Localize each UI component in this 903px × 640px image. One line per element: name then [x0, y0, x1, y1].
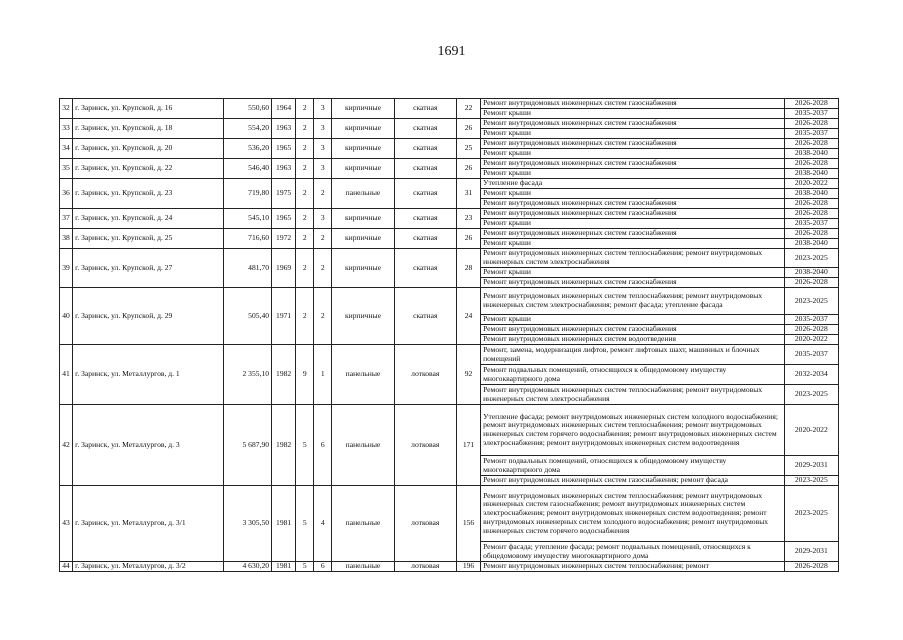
roof-type-cell: скатная: [394, 119, 456, 139]
entrances-cell: 6: [314, 405, 332, 486]
period-cell: 2026-2028: [784, 199, 838, 209]
row-number: 42: [60, 405, 73, 486]
period-cell: 2023-2025: [784, 288, 838, 315]
period-cell: 2029-2031: [784, 456, 838, 476]
wall-material-cell: кирпичные: [332, 139, 394, 159]
wall-material-cell: кирпичные: [332, 209, 394, 229]
apartments-cell: 92: [456, 345, 480, 405]
entrances-cell: 3: [314, 139, 332, 159]
work-type-cell: Ремонт внутридомовых инженерных систем газоснабжения: [481, 325, 785, 335]
work-type-cell: Ремонт крыши: [481, 219, 785, 229]
roof-type-cell: лотковая: [394, 405, 456, 486]
period-cell: 2029-2031: [784, 542, 838, 562]
period-cell: 2038-2040: [784, 268, 838, 278]
address-cell: г. Заринск, ул. Крупской, д. 20: [73, 139, 224, 159]
row-number: 43: [60, 486, 73, 562]
table-row: [60, 288, 839, 315]
floors-cell: 2: [296, 288, 314, 345]
work-type-cell: Ремонт внутридомовых инженерных систем теплоснабжения; ремонт: [481, 562, 785, 572]
area-cell: 2 355,10: [223, 345, 271, 405]
work-type-cell: Ремонт крыши: [481, 239, 785, 249]
roof-type-cell: скатная: [394, 249, 456, 288]
period-cell: 2023-2025: [784, 486, 838, 542]
work-type-cell: Ремонт внутридомовых инженерных систем газоснабжения: [481, 119, 785, 129]
period-cell: 2023-2025: [784, 249, 838, 268]
period-cell: 2023-2025: [784, 476, 838, 486]
row-number: 35: [60, 159, 73, 179]
apartments-cell: 24: [456, 288, 480, 345]
period-cell: 2020-2022: [784, 335, 838, 345]
apartments-cell: 171: [456, 405, 480, 486]
year-built-cell: 1965: [272, 139, 296, 159]
work-type-cell: Ремонт внутридомовых инженерных систем теплоснабжения; ремонт внутридомовых инженерных систем электроснабжения; ремонт фасада; утепление фасада: [481, 288, 785, 315]
work-type-cell: Ремонт крыши: [481, 189, 785, 199]
table-row: [60, 345, 839, 365]
floors-cell: 2: [296, 139, 314, 159]
year-built-cell: 1981: [272, 486, 296, 562]
roof-type-cell: скатная: [394, 229, 456, 249]
table-row: [60, 405, 839, 456]
wall-material-cell: кирпичные: [332, 119, 394, 139]
period-cell: 2035-2037: [784, 345, 838, 365]
area-cell: 554,20: [223, 119, 271, 139]
table-row: [60, 179, 839, 189]
year-built-cell: 1964: [272, 99, 296, 119]
area-cell: 550,60: [223, 99, 271, 119]
address-cell: г. Заринск, ул. Крупской, д. 22: [73, 159, 224, 179]
work-type-cell: Ремонт крыши: [481, 129, 785, 139]
floors-cell: 2: [296, 249, 314, 288]
work-type-cell: Ремонт внутридомовых инженерных систем газоснабжения: [481, 229, 785, 239]
work-type-cell: Ремонт внутридомовых инженерных систем газоснабжения: [481, 199, 785, 209]
work-type-cell: Ремонт внутридомовых инженерных систем теплоснабжения; ремонт внутридомовых инженерных систем электроснабжения: [481, 385, 785, 405]
entrances-cell: 1: [314, 345, 332, 405]
table-row: [60, 139, 839, 149]
wall-material-cell: панельные: [332, 179, 394, 209]
area-cell: 536,20: [223, 139, 271, 159]
area-cell: 716,60: [223, 229, 271, 249]
work-type-cell: Ремонт внутридомовых инженерных систем газоснабжения: [481, 278, 785, 288]
period-cell: 2032-2034: [784, 365, 838, 385]
floors-cell: 2: [296, 209, 314, 229]
apartments-cell: 26: [456, 229, 480, 249]
year-built-cell: 1971: [272, 288, 296, 345]
period-cell: 2038-2040: [784, 149, 838, 159]
table-row: [60, 119, 839, 129]
floors-cell: 2: [296, 229, 314, 249]
apartments-cell: 26: [456, 159, 480, 179]
work-type-cell: Ремонт внутридомовых инженерных систем теплоснабжения; ремонт внутридомовых инженерных систем газоснабжения; ремонт внутридомовых инженерных систем электроснабжения; ремонт внутридомовых инженерных систем водоотведения; ремонт внутридомовых инженерных систем холодного водоснабжения; ремонт внутридомовых инженерных систем горячего водоснабжения: [481, 486, 785, 542]
work-type-cell: Ремонт внутридомовых инженерных систем газоснабжения: [481, 159, 785, 169]
work-type-cell: Ремонт крыши: [481, 169, 785, 179]
roof-type-cell: скатная: [394, 139, 456, 159]
address-cell: г. Заринск, ул. Крупской, д. 23: [73, 179, 224, 209]
address-cell: г. Заринск, ул. Металлургов, д. 3: [73, 405, 224, 486]
roof-type-cell: скатная: [394, 288, 456, 345]
period-cell: 2026-2028: [784, 325, 838, 335]
period-cell: 2026-2028: [784, 139, 838, 149]
area-cell: 505,40: [223, 288, 271, 345]
period-cell: 2026-2028: [784, 562, 838, 572]
apartments-cell: 23: [456, 209, 480, 229]
wall-material-cell: кирпичные: [332, 288, 394, 345]
row-number: 40: [60, 288, 73, 345]
address-cell: г. Заринск, ул. Крупской, д. 29: [73, 288, 224, 345]
roof-type-cell: лотковая: [394, 562, 456, 572]
year-built-cell: 1982: [272, 405, 296, 486]
period-cell: 2038-2040: [784, 169, 838, 179]
area-cell: 546,40: [223, 159, 271, 179]
table-row: [60, 562, 839, 572]
row-number: 36: [60, 179, 73, 209]
work-type-cell: Ремонт внутридомовых инженерных систем водоотведения: [481, 335, 785, 345]
wall-material-cell: кирпичные: [332, 229, 394, 249]
work-type-cell: Ремонт крыши: [481, 109, 785, 119]
wall-material-cell: кирпичные: [332, 249, 394, 288]
area-cell: 4 630,20: [223, 562, 271, 572]
row-number: 33: [60, 119, 73, 139]
apartments-cell: 22: [456, 99, 480, 119]
address-cell: г. Заринск, ул. Металлургов, д. 3/1: [73, 486, 224, 562]
page-number: 1691: [437, 44, 466, 59]
table-row: [60, 229, 839, 239]
period-cell: 2026-2028: [784, 278, 838, 288]
period-cell: 2023-2025: [784, 385, 838, 405]
work-type-cell: Ремонт крыши: [481, 315, 785, 325]
work-type-cell: Ремонт подвальных помещений, относящихся к общедомовому имуществу многоквартирного дома: [481, 365, 785, 385]
row-number: 39: [60, 249, 73, 288]
apartments-cell: 156: [456, 486, 480, 562]
work-type-cell: Ремонт фасада; утепление фасада; ремонт подвальных помещений, относящихся к общедомовому имуществу многоквартирного дома: [481, 542, 785, 562]
work-type-cell: Ремонт внутридомовых инженерных систем газоснабжения: [481, 139, 785, 149]
work-type-cell: Ремонт внутридомовых инженерных систем газоснабжения: [481, 209, 785, 219]
address-cell: г. Заринск, ул. Крупской, д. 18: [73, 119, 224, 139]
year-built-cell: 1963: [272, 159, 296, 179]
period-cell: 2035-2037: [784, 315, 838, 325]
area-cell: 545,10: [223, 209, 271, 229]
address-cell: г. Заринск, ул. Металлургов, д. 1: [73, 345, 224, 405]
row-number: 44: [60, 562, 73, 572]
wall-material-cell: панельные: [332, 345, 394, 405]
address-cell: г. Заринск, ул. Крупской, д. 25: [73, 229, 224, 249]
wall-material-cell: кирпичные: [332, 99, 394, 119]
area-cell: 3 305,50: [223, 486, 271, 562]
wall-material-cell: панельные: [332, 405, 394, 486]
entrances-cell: 2: [314, 288, 332, 345]
roof-type-cell: скатная: [394, 159, 456, 179]
year-built-cell: 1982: [272, 345, 296, 405]
area-cell: 5 687,90: [223, 405, 271, 486]
roof-type-cell: скатная: [394, 209, 456, 229]
work-type-cell: Ремонт внутридомовых инженерных систем теплоснабжения; ремонт внутридомовых инженерных систем электроснабжения: [481, 249, 785, 268]
apartments-cell: 28: [456, 249, 480, 288]
year-built-cell: 1965: [272, 209, 296, 229]
work-type-cell: Ремонт, замена, модернизация лифтов, ремонт лифтовых шахт, машинных и блочных помещений: [481, 345, 785, 365]
work-type-cell: Ремонт крыши: [481, 268, 785, 278]
table-row: [60, 486, 839, 542]
floors-cell: 2: [296, 119, 314, 139]
wall-material-cell: панельные: [332, 486, 394, 562]
entrances-cell: 2: [314, 179, 332, 209]
entrances-cell: 3: [314, 119, 332, 139]
address-cell: г. Заринск, ул. Крупской, д. 24: [73, 209, 224, 229]
address-cell: г. Заринск, ул. Металлургов, д. 3/2: [73, 562, 224, 572]
floors-cell: 5: [296, 486, 314, 562]
table-row: [60, 249, 839, 268]
apartments-cell: 25: [456, 139, 480, 159]
row-number: 34: [60, 139, 73, 159]
year-built-cell: 1981: [272, 562, 296, 572]
area-cell: 481,70: [223, 249, 271, 288]
floors-cell: 2: [296, 179, 314, 209]
floors-cell: 2: [296, 159, 314, 179]
work-type-cell: Ремонт внутридомовых инженерных систем газоснабжения; ремонт фасада: [481, 476, 785, 486]
address-cell: г. Заринск, ул. Крупской, д. 16: [73, 99, 224, 119]
floors-cell: 9: [296, 345, 314, 405]
period-cell: 2035-2037: [784, 219, 838, 229]
work-type-cell: Ремонт подвальных помещений, относящихся к общедомовому имуществу многоквартирного дома: [481, 456, 785, 476]
work-type-cell: Утепление фасада; ремонт внутридомовых инженерных систем холодного водоснабжения; ремонт внутридомовых инженерных систем теплоснабжения; ремонт внутридомовых инженерных систем горячего водоснабжения; ремонт внутридомовых инженерных систем электроснабжения; ремонт внутридомовых инженерных систем водоотведения: [481, 405, 785, 456]
floors-cell: 2: [296, 99, 314, 119]
roof-type-cell: скатная: [394, 179, 456, 209]
period-cell: 2020-2022: [784, 405, 838, 456]
year-built-cell: 1972: [272, 229, 296, 249]
row-number: 32: [60, 99, 73, 119]
capital-repair-table: [59, 98, 839, 572]
entrances-cell: 2: [314, 229, 332, 249]
period-cell: 2020-2022: [784, 179, 838, 189]
year-built-cell: 1969: [272, 249, 296, 288]
period-cell: 2035-2037: [784, 129, 838, 139]
table-row: [60, 209, 839, 219]
entrances-cell: 3: [314, 209, 332, 229]
work-type-cell: Утепление фасада: [481, 179, 785, 189]
table-row: [60, 99, 839, 109]
period-cell: 2035-2037: [784, 109, 838, 119]
entrances-cell: 3: [314, 159, 332, 179]
area-cell: 719,80: [223, 179, 271, 209]
address-cell: г. Заринск, ул. Крупской, д. 27: [73, 249, 224, 288]
floors-cell: 5: [296, 562, 314, 572]
wall-material-cell: панельные: [332, 562, 394, 572]
apartments-cell: 26: [456, 119, 480, 139]
period-cell: 2026-2028: [784, 159, 838, 169]
roof-type-cell: скатная: [394, 99, 456, 119]
apartments-cell: 31: [456, 179, 480, 209]
entrances-cell: 3: [314, 99, 332, 119]
period-cell: 2026-2028: [784, 229, 838, 239]
work-type-cell: Ремонт внутридомовых инженерных систем газоснабжения: [481, 99, 785, 109]
floors-cell: 5: [296, 405, 314, 486]
row-number: 37: [60, 209, 73, 229]
entrances-cell: 6: [314, 562, 332, 572]
work-type-cell: Ремонт крыши: [481, 149, 785, 159]
period-cell: 2026-2028: [784, 209, 838, 219]
roof-type-cell: лотковая: [394, 345, 456, 405]
apartments-cell: 196: [456, 562, 480, 572]
row-number: 38: [60, 229, 73, 249]
period-cell: 2026-2028: [784, 99, 838, 109]
period-cell: 2038-2040: [784, 189, 838, 199]
entrances-cell: 2: [314, 249, 332, 288]
roof-type-cell: лотковая: [394, 486, 456, 562]
entrances-cell: 4: [314, 486, 332, 562]
period-cell: 2026-2028: [784, 119, 838, 129]
wall-material-cell: кирпичные: [332, 159, 394, 179]
row-number: 41: [60, 345, 73, 405]
year-built-cell: 1975: [272, 179, 296, 209]
year-built-cell: 1963: [272, 119, 296, 139]
period-cell: 2038-2040: [784, 239, 838, 249]
table-row: [60, 159, 839, 169]
